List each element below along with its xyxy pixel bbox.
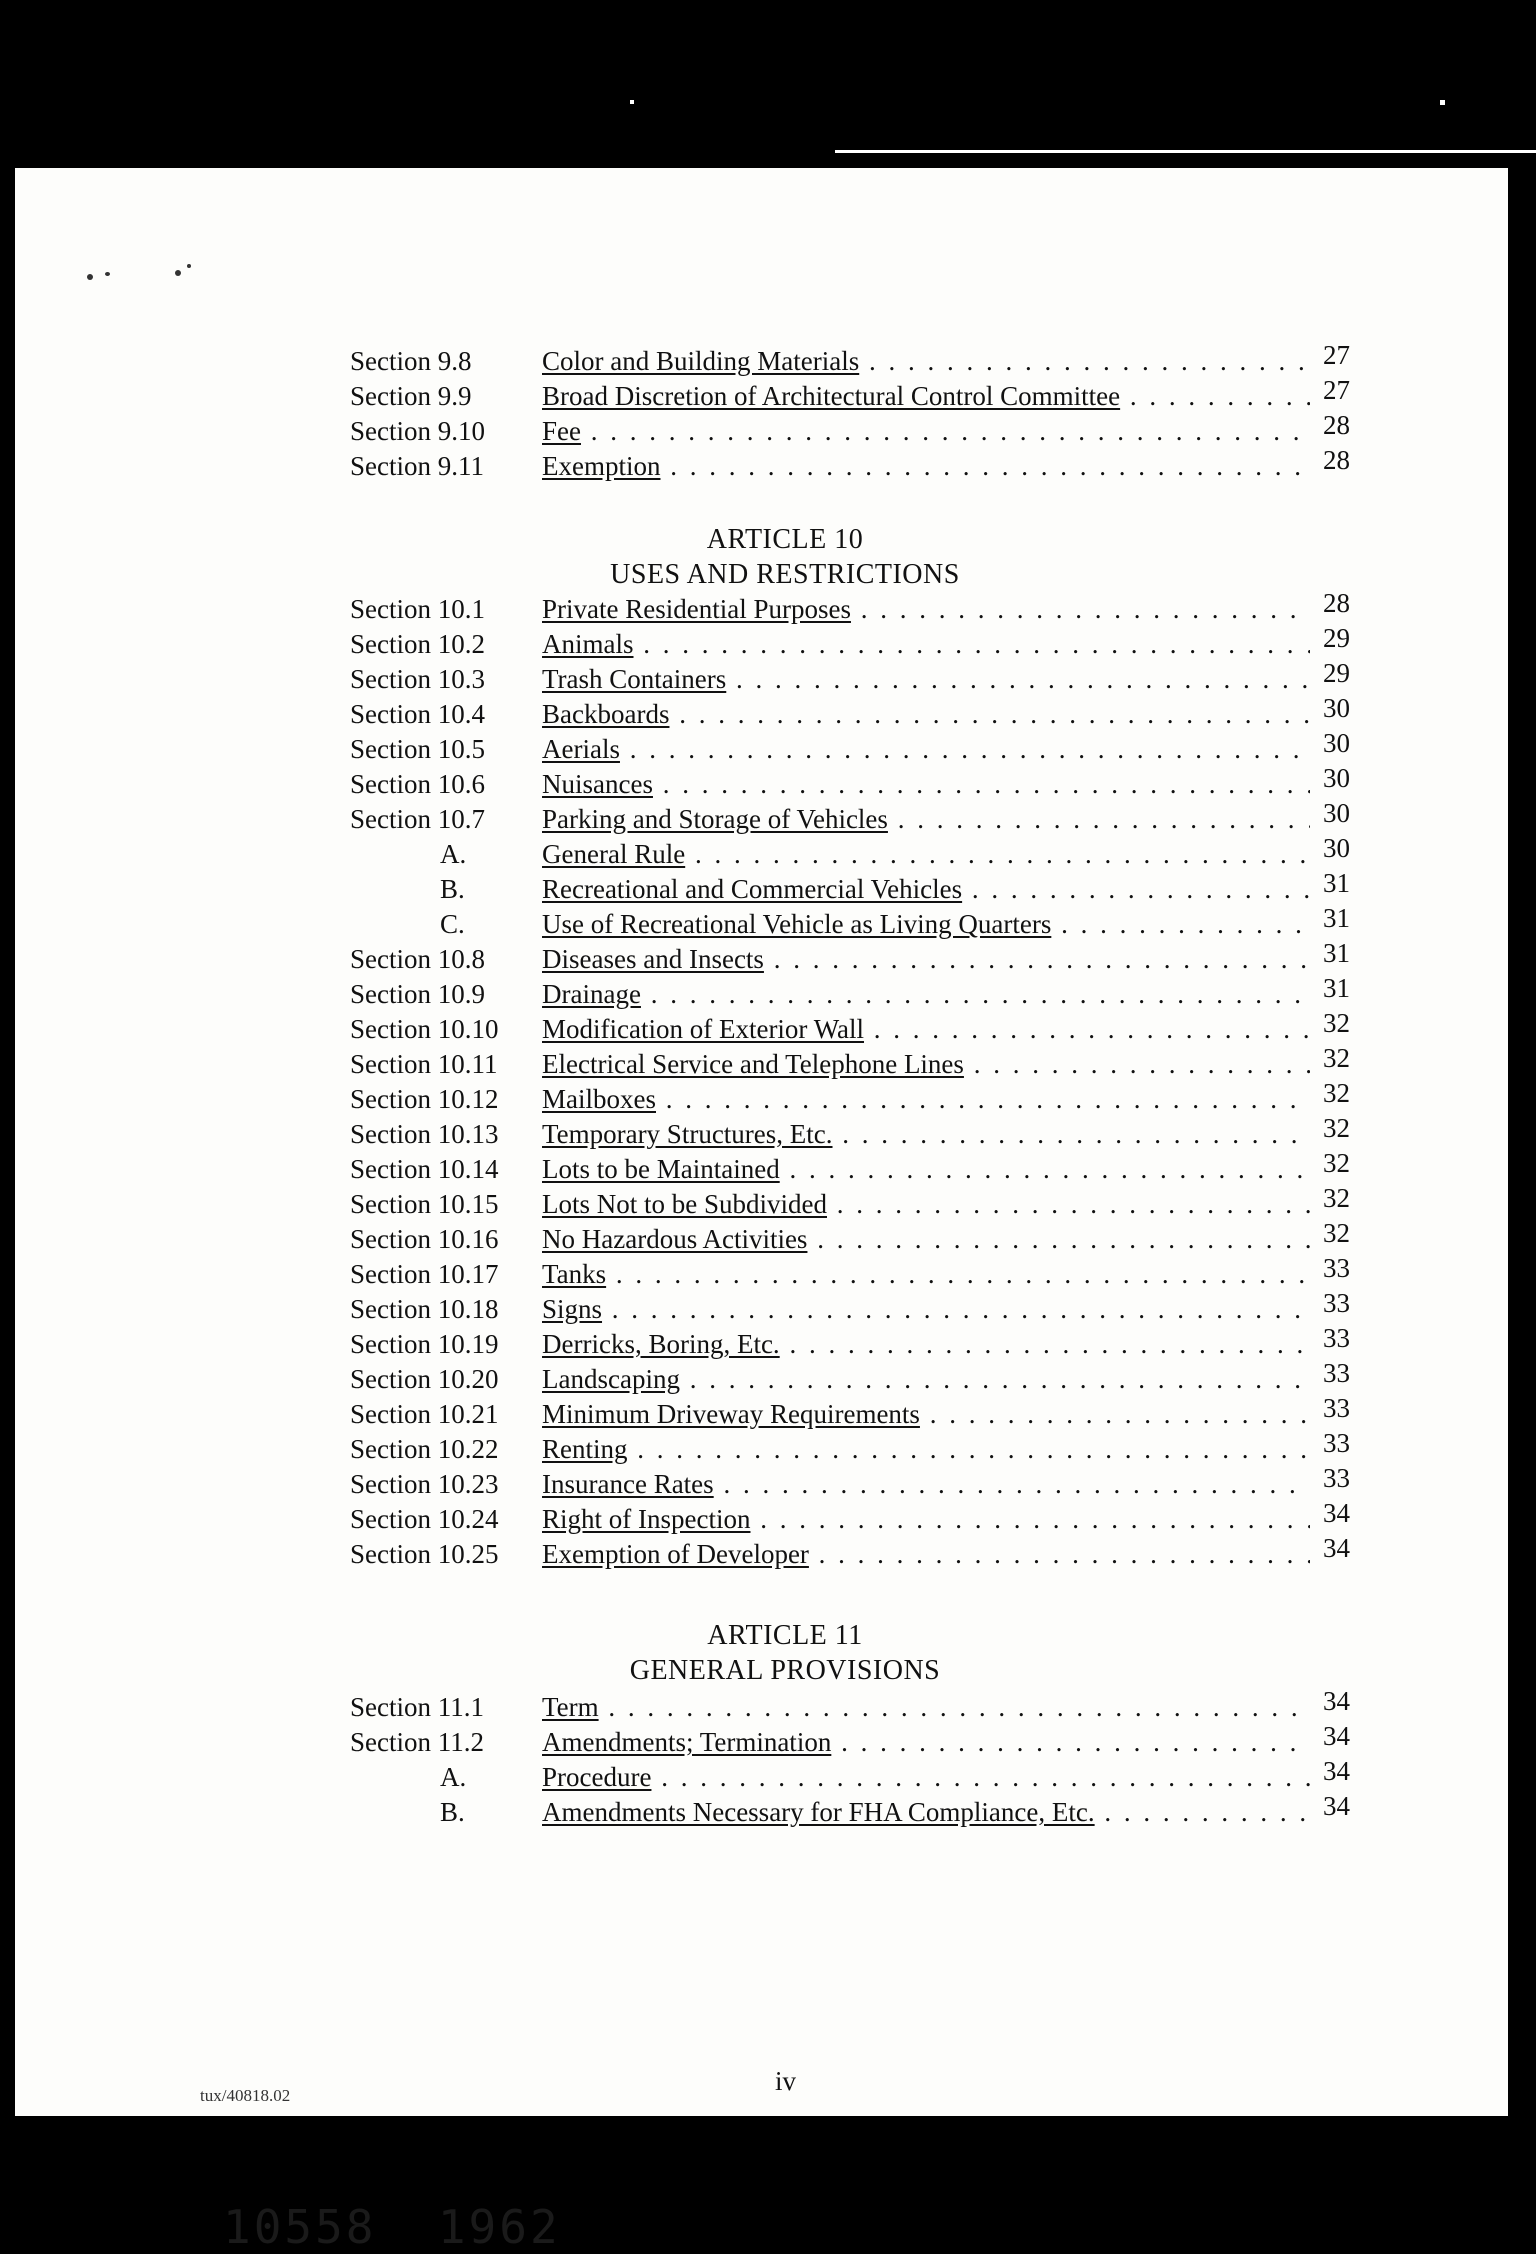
toc-entry bbox=[350, 623, 1360, 662]
page-reference: 32 bbox=[1323, 1078, 1350, 1108]
section-number: Section 10.10 bbox=[350, 1014, 499, 1044]
entry-title-line bbox=[542, 1152, 1310, 1187]
page-reference: 34 bbox=[1323, 1756, 1350, 1786]
page-reference: 33 bbox=[1323, 1358, 1350, 1388]
page-reference: 31 bbox=[1323, 938, 1350, 968]
page-reference: 30 bbox=[1323, 728, 1350, 758]
toc-entry bbox=[350, 1113, 1360, 1152]
entry-title-line bbox=[542, 1047, 1310, 1082]
section-number: Section 10.5 bbox=[350, 734, 485, 764]
section-number: Section 10.18 bbox=[350, 1294, 499, 1324]
article-title: USES AND RESTRICTIONS bbox=[610, 559, 960, 590]
toc-entry bbox=[350, 1148, 1360, 1187]
entry-title-line bbox=[542, 1292, 1310, 1327]
page-reference: 34 bbox=[1323, 1533, 1350, 1563]
article-label: ARTICLE 11 bbox=[707, 1620, 863, 1651]
entry-title: Temporary Structures, Etc. bbox=[542, 1119, 833, 1149]
entry-title-line bbox=[542, 1222, 1310, 1257]
section-number: Section 10.12 bbox=[350, 1084, 499, 1114]
toc-continued bbox=[350, 340, 1360, 484]
page-reference: 34 bbox=[1323, 1498, 1350, 1528]
page-reference: 30 bbox=[1323, 798, 1350, 828]
entry-title-line bbox=[542, 802, 1310, 837]
scan-edge-line bbox=[835, 150, 1536, 153]
toc-entry bbox=[350, 973, 1360, 1012]
page-reference: 33 bbox=[1323, 1288, 1350, 1318]
section-number: Section 11.1 bbox=[350, 1692, 484, 1722]
entry-title: Fee bbox=[542, 416, 581, 446]
document-page bbox=[15, 168, 1508, 2254]
entry-title-line bbox=[542, 1117, 1310, 1152]
entry-title-line bbox=[542, 1760, 1310, 1795]
scan-speck bbox=[175, 270, 181, 276]
toc-entry bbox=[350, 1288, 1360, 1327]
toc-entry bbox=[350, 1686, 1360, 1725]
entry-title-line bbox=[542, 1397, 1310, 1432]
page-reference: 28 bbox=[1323, 445, 1350, 475]
entry-title: Use of Recreational Vehicle as Living Quarters bbox=[542, 909, 1052, 939]
page-reference: 27 bbox=[1323, 340, 1350, 370]
entry-title: No Hazardous Activities bbox=[542, 1224, 808, 1254]
entry-title: Derricks, Boring, Etc. bbox=[542, 1329, 780, 1359]
toc-entry bbox=[350, 833, 1360, 872]
entry-title-line bbox=[542, 1012, 1310, 1047]
section-number: Section 10.20 bbox=[350, 1364, 499, 1394]
toc-entry bbox=[350, 1533, 1360, 1572]
entry-title: Lots Not to be Subdivided bbox=[542, 1189, 827, 1219]
section-number: Section 10.13 bbox=[350, 1119, 499, 1149]
entry-title-line bbox=[542, 627, 1310, 662]
entry-title-line bbox=[542, 1082, 1310, 1117]
toc-entry bbox=[350, 658, 1360, 697]
article-label: ARTICLE 10 bbox=[706, 524, 864, 555]
entry-title: Modification of Exterior Wall bbox=[542, 1014, 864, 1044]
bates-stamp: 10558 1962 bbox=[223, 2200, 561, 2254]
toc-entry bbox=[350, 763, 1360, 802]
entry-title: Color and Building Materials bbox=[542, 346, 860, 376]
section-number: Section 10.21 bbox=[350, 1399, 499, 1429]
entry-title: Exemption bbox=[542, 451, 661, 481]
entry-title: Electrical Service and Telephone Lines bbox=[542, 1049, 964, 1079]
page-reference: 32 bbox=[1323, 1113, 1350, 1143]
entry-title-line bbox=[542, 1725, 1310, 1760]
subsection-letter: A. bbox=[440, 1762, 467, 1792]
page-reference: 31 bbox=[1323, 868, 1350, 898]
toc-entry bbox=[350, 693, 1360, 732]
section-number: Section 10.7 bbox=[350, 804, 485, 834]
page-reference: 32 bbox=[1323, 1183, 1350, 1213]
section-number: Section 10.2 bbox=[350, 629, 485, 659]
toc-entry bbox=[350, 588, 1360, 627]
article-title: GENERAL PROVISIONS bbox=[629, 1655, 941, 1686]
section-number: Section 10.24 bbox=[350, 1504, 499, 1534]
toc-article-11 bbox=[350, 1686, 1360, 1830]
scan-speck bbox=[105, 272, 110, 276]
page-reference: 31 bbox=[1323, 973, 1350, 1003]
entry-title: Renting bbox=[542, 1434, 628, 1464]
entry-title: Amendments; Termination bbox=[542, 1727, 832, 1757]
entry-title: Aerials bbox=[542, 734, 620, 764]
page-number: iv bbox=[775, 2066, 797, 2096]
scan-speck bbox=[87, 274, 93, 280]
scan-speck bbox=[630, 100, 634, 104]
article-11-heading bbox=[545, 1618, 1025, 1688]
entry-title: Diseases and Insects bbox=[542, 944, 764, 974]
toc-entry bbox=[350, 340, 1360, 379]
entry-title: Landscaping bbox=[542, 1364, 680, 1394]
subsection-letter: B. bbox=[440, 874, 465, 904]
entry-title-line bbox=[542, 592, 1310, 627]
section-number: Section 10.1 bbox=[350, 594, 485, 624]
entry-title: Parking and Storage of Vehicles bbox=[542, 804, 888, 834]
page-reference: 28 bbox=[1323, 588, 1350, 618]
section-number: Section 10.8 bbox=[350, 944, 485, 974]
page-reference: 30 bbox=[1323, 693, 1350, 723]
section-number: Section 10.15 bbox=[350, 1189, 499, 1219]
page-reference: 33 bbox=[1323, 1323, 1350, 1353]
entry-title-line bbox=[542, 1187, 1310, 1222]
page-reference: 32 bbox=[1323, 1043, 1350, 1073]
subsection-letter: B. bbox=[440, 1797, 465, 1827]
entry-title: Minimum Driveway Requirements bbox=[542, 1399, 920, 1429]
entry-title: Insurance Rates bbox=[542, 1469, 714, 1499]
toc-entry bbox=[350, 1323, 1360, 1362]
file-code: tux/40818.02 bbox=[200, 2086, 291, 2105]
section-number: Section 10.3 bbox=[350, 664, 485, 694]
page-reference: 32 bbox=[1323, 1008, 1350, 1038]
section-number: Section 10.11 bbox=[350, 1049, 498, 1079]
entry-title: Signs bbox=[542, 1294, 603, 1324]
entry-title-line bbox=[542, 662, 1310, 697]
entry-title: Term bbox=[542, 1692, 599, 1722]
section-number: Section 11.2 bbox=[350, 1727, 484, 1757]
section-number: Section 10.19 bbox=[350, 1329, 499, 1359]
entry-title: Tanks bbox=[542, 1259, 607, 1289]
section-number: Section 10.17 bbox=[350, 1259, 499, 1289]
page-reference: 34 bbox=[1323, 1721, 1350, 1751]
entry-title-line bbox=[542, 732, 1310, 767]
page-reference: 32 bbox=[1323, 1148, 1350, 1178]
toc-entry bbox=[350, 1358, 1360, 1397]
page-reference: 32 bbox=[1323, 1218, 1350, 1248]
page-reference: 29 bbox=[1323, 658, 1350, 688]
entry-title: General Rule bbox=[542, 839, 686, 869]
page-reference: 28 bbox=[1323, 410, 1350, 440]
toc-entry bbox=[350, 1428, 1360, 1467]
section-number: Section 10.6 bbox=[350, 769, 485, 799]
entry-title: Broad Discretion of Architectural Control Committee bbox=[542, 381, 1121, 411]
section-number: Section 9.8 bbox=[350, 346, 472, 376]
toc-entry bbox=[350, 1183, 1360, 1222]
entry-title-line bbox=[542, 1795, 1310, 1830]
entry-title-line bbox=[542, 837, 1310, 872]
entry-title: Right of Inspection bbox=[542, 1504, 751, 1534]
section-number: Section 10.14 bbox=[350, 1154, 499, 1184]
toc-entry bbox=[350, 375, 1360, 414]
entry-title-line bbox=[542, 697, 1310, 732]
entry-title-line bbox=[542, 1502, 1310, 1537]
entry-title-line bbox=[542, 1362, 1310, 1397]
entry-title: Drainage bbox=[542, 979, 641, 1009]
entry-title: Procedure bbox=[542, 1762, 652, 1792]
toc-entry bbox=[350, 1253, 1360, 1292]
section-number: Section 9.9 bbox=[350, 381, 472, 411]
toc-entry bbox=[350, 728, 1360, 767]
subsection-letter: A. bbox=[440, 839, 467, 869]
toc-entry bbox=[350, 903, 1360, 942]
entry-title-line bbox=[542, 942, 1310, 977]
section-number: Section 10.23 bbox=[350, 1469, 499, 1499]
entry-title-line bbox=[542, 344, 1310, 379]
subsection-letter: C. bbox=[440, 909, 465, 939]
page-reference: 30 bbox=[1323, 763, 1350, 793]
section-number: Section 9.10 bbox=[350, 416, 485, 446]
page-reference: 33 bbox=[1323, 1428, 1350, 1458]
toc-entry bbox=[350, 1756, 1360, 1795]
page-reference: 33 bbox=[1323, 1463, 1350, 1493]
entry-title-line bbox=[542, 767, 1310, 802]
entry-title-line bbox=[542, 1327, 1310, 1362]
toc-entry bbox=[350, 798, 1360, 837]
entry-title-line bbox=[542, 449, 1310, 484]
entry-title: Trash Containers bbox=[542, 664, 727, 694]
page-reference: 27 bbox=[1323, 375, 1350, 405]
toc-entry bbox=[350, 868, 1360, 907]
page-reference: 33 bbox=[1323, 1253, 1350, 1283]
entry-title: Animals bbox=[542, 629, 634, 659]
entry-title-line bbox=[542, 1537, 1310, 1572]
page-reference: 29 bbox=[1323, 623, 1350, 653]
entry-title: Mailboxes bbox=[542, 1084, 656, 1114]
toc-entry bbox=[350, 410, 1360, 449]
toc-entry bbox=[350, 1721, 1360, 1760]
toc-article-10 bbox=[350, 588, 1360, 1572]
section-number: Section 10.25 bbox=[350, 1539, 499, 1569]
entry-title-line bbox=[542, 872, 1310, 907]
toc-entry bbox=[350, 1393, 1360, 1432]
scan-speck bbox=[187, 264, 191, 268]
entry-title-line bbox=[542, 1690, 1310, 1725]
toc-entry bbox=[350, 1043, 1360, 1082]
entry-title-line bbox=[542, 977, 1310, 1012]
entry-title: Amendments Necessary for FHA Compliance, Etc. bbox=[542, 1797, 1095, 1827]
page-reference: 31 bbox=[1323, 903, 1350, 933]
entry-title-line bbox=[542, 379, 1310, 414]
entry-title-line bbox=[542, 414, 1310, 449]
page-reference: 34 bbox=[1323, 1791, 1350, 1821]
section-number: Section 10.22 bbox=[350, 1434, 499, 1464]
page-reference: 30 bbox=[1323, 833, 1350, 863]
toc-entry bbox=[350, 1008, 1360, 1047]
toc-entry bbox=[350, 1498, 1360, 1537]
toc-entry bbox=[350, 938, 1360, 977]
toc-entry bbox=[350, 1463, 1360, 1502]
scan-speck bbox=[1440, 100, 1445, 105]
toc-entry bbox=[350, 445, 1360, 484]
section-number: Section 10.9 bbox=[350, 979, 485, 1009]
entry-title: Exemption of Developer bbox=[542, 1539, 809, 1569]
entry-title-line bbox=[542, 1467, 1310, 1502]
entry-title: Backboards bbox=[542, 699, 670, 729]
section-number: Section 10.16 bbox=[350, 1224, 499, 1254]
section-number: Section 10.4 bbox=[350, 699, 485, 729]
toc-entry bbox=[350, 1218, 1360, 1257]
entry-title: Nuisances bbox=[542, 769, 653, 799]
toc-entry bbox=[350, 1791, 1360, 1830]
section-number: Section 9.11 bbox=[350, 451, 484, 481]
entry-title: Lots to be Maintained bbox=[542, 1154, 780, 1184]
page-reference: 34 bbox=[1323, 1686, 1350, 1716]
page-reference: 33 bbox=[1323, 1393, 1350, 1423]
entry-title-line bbox=[542, 1257, 1310, 1292]
entry-title: Recreational and Commercial Vehicles bbox=[542, 874, 963, 904]
article-10-heading bbox=[545, 522, 1025, 592]
entry-title-line bbox=[542, 1432, 1310, 1467]
entry-title: Private Residential Purposes bbox=[542, 594, 851, 624]
entry-title-line bbox=[542, 907, 1310, 942]
toc-entry bbox=[350, 1078, 1360, 1117]
